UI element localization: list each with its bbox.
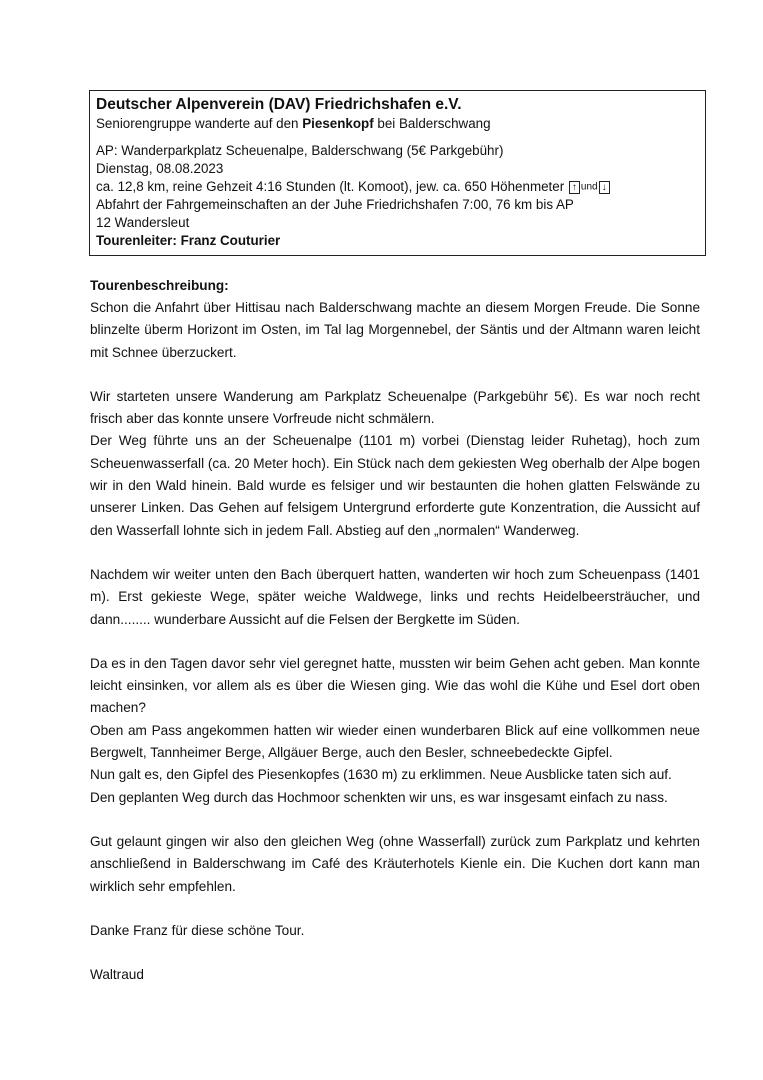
paragraph-7: Nun galt es, den Gipfel des Piesenkopfes (1630 m) zu erklimmen. Neue Ausblicke taten sich auf. [90,767,672,783]
signature: Waltraud [90,967,144,983]
paragraph-9: Gut gelaunt gingen wir also den gleichen Weg (ohne Wasserfall) zurück zum Parkplatz und kehrten anschließend in Balderschwang im Café des Kräuterhotels Kienle ein. Die Kuchen dort kann man wirklich sehr empfehlen. [90,833,700,894]
subtitle-pre: Seniorengruppe wanderte auf den [96,116,303,131]
subtitle-post: bei Balderschwang [373,116,491,131]
report-heading: Tourenbeschreibung: [90,278,229,293]
tour-info-box [89,90,706,256]
tour-stats [96,178,699,196]
paragraph-3: Der Weg führte uns an der Scheuenalpe (1101 m) vorbei (Dienstag leider Ruhetag), hoch zum Scheuenwasserfall (ca. 20 Meter hoch). Ein Stück nach dem gekiesten Weg oberhalb der Alpe bogen wir in den Wald hinein. Bald wurde es felsiger und wir bestaunten die hohen glatten Felswände zu unserer Linken. Das Gehen auf felsigem Untergrund erforderte gute Konzentration, die Aussicht auf den Wasserfall lohnte sich in jedem Fall. Abstieg auf den „normalen“ Wanderweg. [90,433,700,538]
paragraph-4: Nachdem wir weiter unten den Bach überquert hatten, wanderten wir hoch zum Scheuenpass (1401 m). Erst gekieste Wege, später weiche Waldwege, links und rechts Heidelbeersträucher, und dann........ wunderbare Aussicht auf die Felsen der Bergkette im Süden. [90,566,700,627]
paragraph-5: Da es in den Tagen davor sehr viel geregnet hatte, mussten wir beim Gehen acht geben. Man konnte leicht einsinken, vor allem als es über die Wiesen ging. Wie das wohl die Kühe und Esel dort oben machen? [90,655,700,716]
departure-info: Abfahrt der Fahrgemeinschaften an der Juhe Friedrichshafen 7:00, 76 km bis AP [96,197,574,213]
stats-text: ca. 12,8 km, reine Gehzeit 4:16 Stunden (lt. Komoot), jew. ca. 650 Höhenmeter [96,179,568,194]
paragraph-6: Oben am Pass angekommen hatten wir wieder einen wunderbaren Blick auf eine vollkommen neue Bergwelt, Tannheimer Berge, Allgäuer Berge, auch den Besler, schneebedeckte Gipfel. [90,722,700,761]
report-body [90,275,700,1008]
tour-leader: Tourenleiter: Franz Couturier [96,233,281,249]
up-arrow-icon: ↑ [569,181,580,194]
down-arrow-icon: ↓ [599,181,610,194]
und-text: und [580,181,598,193]
start-point: AP: Wanderparkplatz Scheuenalpe, Balderschwang (5€ Parkgebühr) [96,143,504,158]
tour-subtitle [96,115,699,133]
club-title: Deutscher Alpenverein (DAV) Friedrichshafen e.V. [96,96,462,113]
tour-date: Dienstag, 08.08.2023 [96,161,224,176]
paragraph-1: Schon die Anfahrt über Hittisau nach Balderschwang machte an diesem Morgen Freude. Die Sonne blinzelte überm Horizont im Osten, im Tal lag Morgennebel, der Säntis und der Altmann waren leicht mit Schnee überzuckert. [90,300,700,360]
participants: 12 Wandersleut [96,215,190,231]
subtitle-summit: Piesenkopf [302,116,374,131]
thanks-line: Danke Franz für diese schöne Tour. [90,922,305,938]
paragraph-8: Den geplanten Weg durch das Hochmoor schenkten wir uns, es war insgesamt einfach zu nass. [90,789,668,805]
paragraph-2: Wir starteten unsere Wanderung am Parkplatz Scheuenalpe (Parkgebühr 5€). Es war noch recht frisch aber das konnte unsere Vorfreude nicht schmälern. [90,388,700,427]
